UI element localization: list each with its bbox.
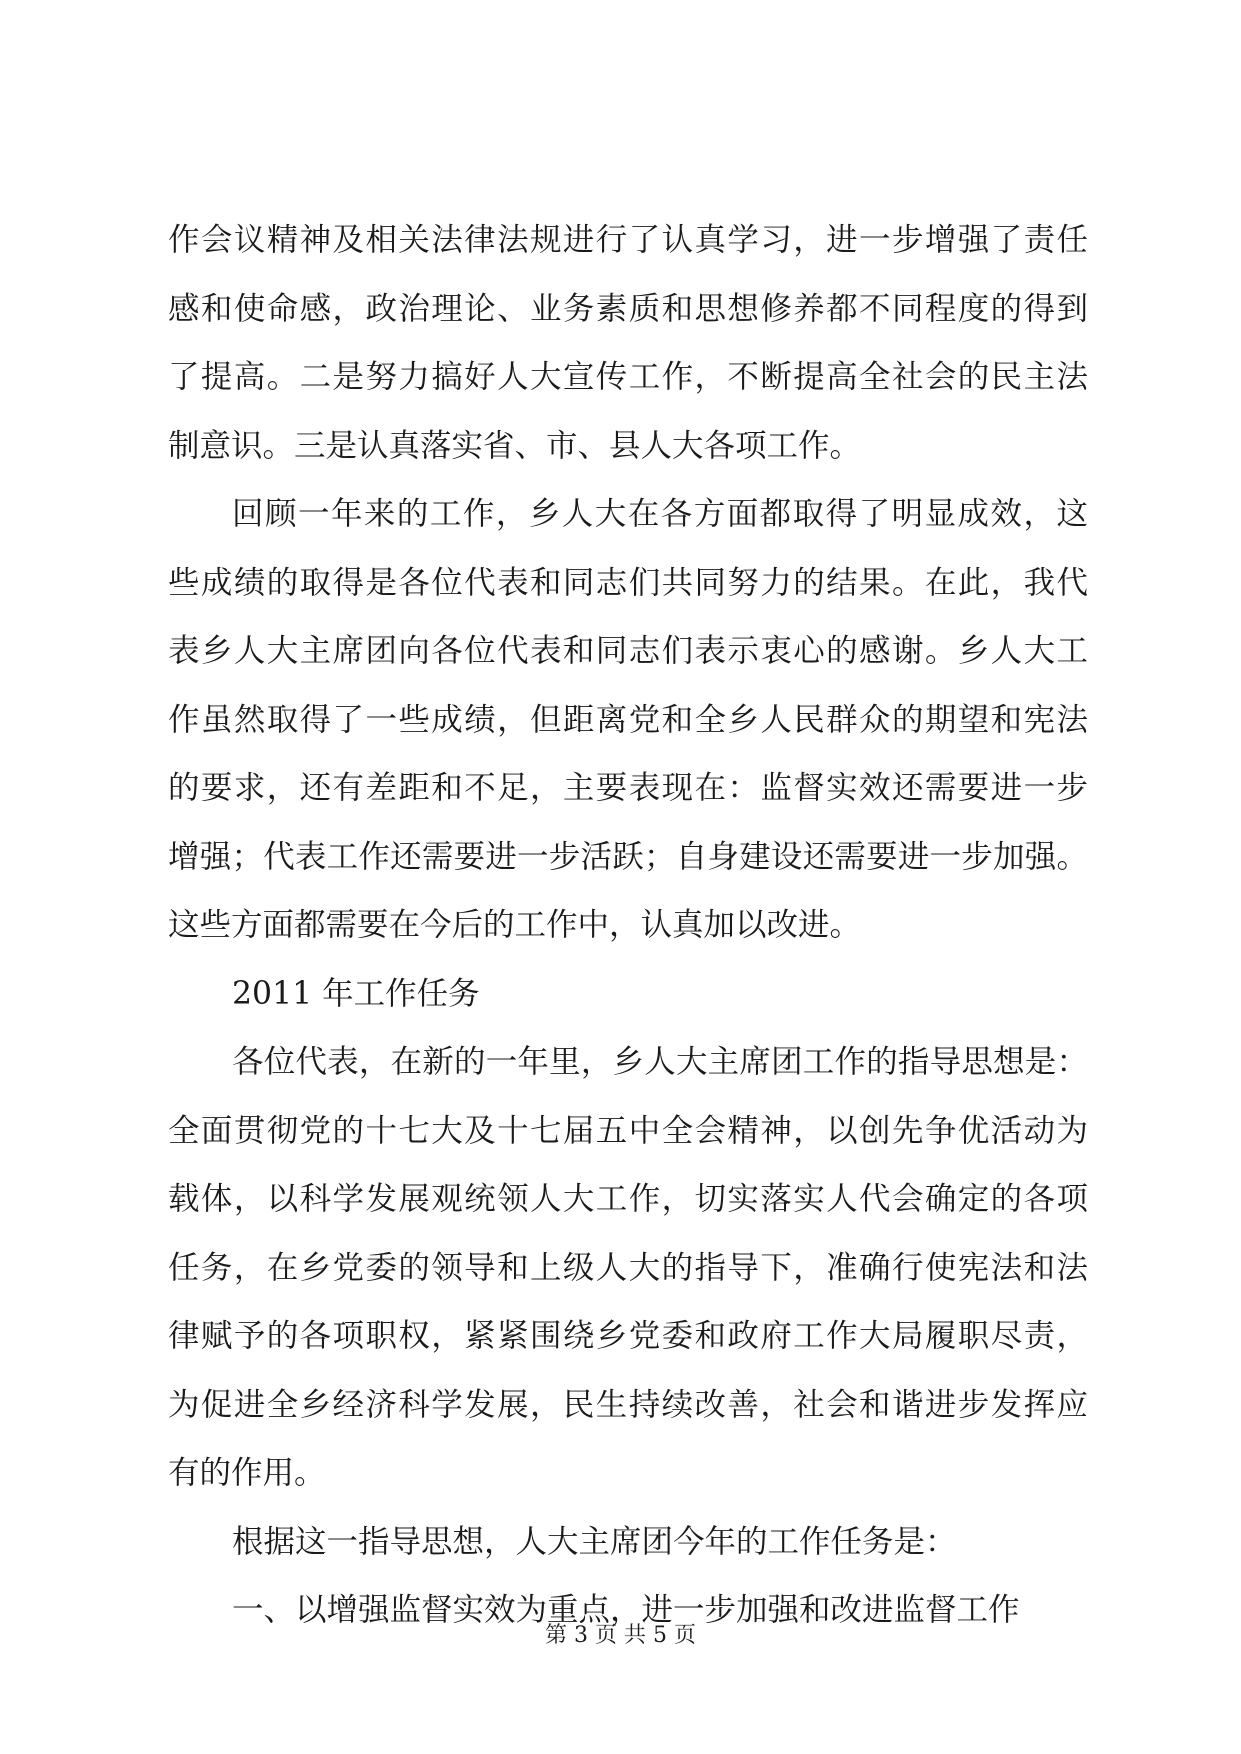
text-line: 根据这一指导思想，人大主席团今年的工作任务是：: [232, 1523, 957, 1560]
text-line: 些成绩的取得是各位代表和同志们共同努力的结果。在此，我代: [168, 564, 1088, 601]
page-footer: 第 3 页 共 5 页: [545, 1623, 696, 1648]
text-line: 增强；代表工作还需要进一步活跃；自身建设还需要进一步加强。: [168, 838, 1088, 875]
text-line: 全面贯彻党的十七大及十七届五中全会精神，以创先争优活动为: [168, 1112, 1088, 1149]
paragraph-p4: [168, 1028, 1088, 1508]
text-line: 各位代表，在新的一年里，乡人大主席团工作的指导思想是：: [232, 1044, 1088, 1080]
text-line: 制意识。三是认真落实省、市、县人大各项工作。: [168, 427, 862, 464]
text-line: 律赋予的各项职权，紧紧围绕乡党委和政府工作大局履职尽责，: [168, 1318, 1088, 1354]
paragraph-p5: [168, 1508, 1088, 1577]
text-line: 任务，在乡党委的领导和上级人大的指导下，准确行使宪法和法: [168, 1249, 1088, 1286]
text-line: 了提高。二是努力搞好人大宣传工作，不断提高全社会的民主法: [168, 359, 1088, 395]
text-line: 表乡人大主席团向各位代表和同志们表示衷心的感谢。乡人大工: [168, 633, 1088, 669]
paragraph-p2: [168, 480, 1088, 960]
paragraph-p1: [168, 206, 1088, 480]
text-line: 一、以增强监督实效为重点，进一步加强和改进监督工作: [232, 1592, 1020, 1628]
text-line: 回顾一年来的工作，乡人大在各方面都取得了明显成效，这: [232, 496, 1088, 532]
document-body: [168, 206, 1088, 1645]
text-line: 为促进全乡经济科学发展，民生持续改善，社会和谐进步发挥应: [168, 1386, 1088, 1423]
text-line: 2011 年工作任务: [232, 975, 480, 1012]
text-line: 有的作用。: [168, 1455, 326, 1491]
text-line: 作会议精神及相关法律法规进行了认真学习，进一步增强了责任: [168, 222, 1088, 258]
text-line: 作虽然取得了一些成绩，但距离党和全乡人民群众的期望和宪法: [168, 701, 1088, 738]
text-line: 的要求，还有差距和不足，主要表现在：监督实效还需要进一步: [168, 770, 1088, 806]
paragraph-p3: [168, 960, 1088, 1029]
text-line: 感和使命感，政治理论、业务素质和思想修养都不同程度的得到: [168, 290, 1088, 327]
text-line: 这些方面都需要在今后的工作中，认真加以改进。: [168, 907, 862, 943]
text-line: 载体，以科学发展观统领人大工作，切实落实人代会确定的各项: [168, 1181, 1088, 1217]
